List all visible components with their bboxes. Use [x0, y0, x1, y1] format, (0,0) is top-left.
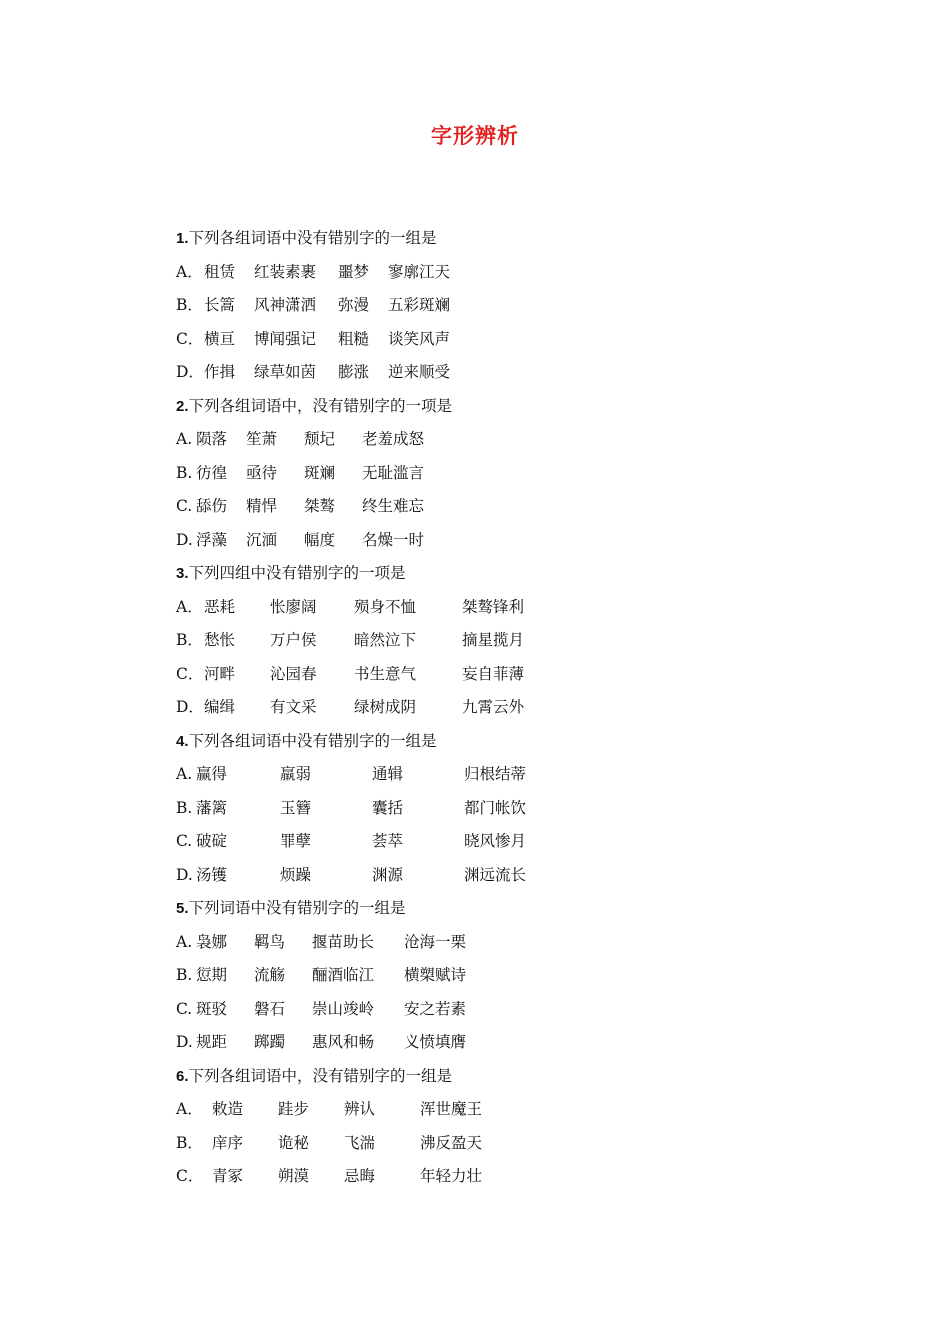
question-stem: 下列各组词语中，没有错别字的一组是	[188, 1066, 453, 1085]
option-word: 愆期	[196, 966, 228, 984]
question-number: 6.	[176, 1067, 189, 1085]
option-word: 横槊赋诗	[404, 966, 467, 984]
option-word: 桀骜锋利	[462, 597, 525, 616]
question-2	[176, 390, 796, 424]
question-number: 3.	[176, 565, 189, 582]
option-word: 崇山竣岭	[312, 999, 375, 1018]
option-word: 沸反盈天	[420, 1133, 483, 1152]
option-label: B.	[176, 798, 193, 817]
option-row	[176, 792, 796, 826]
option-word: 万户侯	[270, 631, 317, 649]
option-word: 沁园春	[270, 664, 317, 683]
option-word: 渊远流长	[464, 865, 527, 884]
option-row	[176, 624, 796, 658]
option-word: 都门帐饮	[464, 798, 527, 817]
option-label: C．	[176, 329, 204, 348]
question-number: 4.	[176, 732, 189, 750]
option-word: 逆来顺受	[388, 363, 451, 381]
option-word: 终生难忘	[362, 497, 425, 515]
option-word: 破碇	[196, 832, 228, 850]
question-4	[176, 725, 796, 759]
option-word: 赢得	[196, 765, 228, 783]
option-word: 通辑	[372, 765, 404, 783]
option-row	[176, 289, 796, 323]
option-label: D．	[176, 698, 204, 716]
option-row	[176, 423, 796, 457]
option-word: 年轻力壮	[420, 1167, 483, 1185]
question-list	[176, 222, 796, 1194]
option-row	[176, 859, 796, 893]
option-row	[176, 926, 796, 960]
option-word: 五彩斑斓	[388, 296, 451, 314]
question-5	[176, 892, 796, 926]
option-word: 膨涨	[338, 363, 370, 381]
option-row	[176, 457, 796, 491]
option-label: D．	[176, 363, 204, 381]
option-label: D.	[176, 530, 193, 549]
question-stem: 下列各组词语中没有错别字的一组是	[188, 229, 437, 247]
option-row	[176, 1093, 796, 1127]
option-word: 渊源	[372, 865, 404, 884]
option-label: A．	[176, 1100, 203, 1118]
option-row	[176, 1160, 796, 1194]
page-title: 字形辨析	[431, 124, 519, 148]
option-word: 朔漠	[278, 1167, 310, 1185]
option-word: 晓风惨月	[464, 832, 527, 850]
option-word: 颓圮	[304, 430, 336, 448]
option-label: B．	[176, 296, 203, 314]
option-word: 磐石	[254, 999, 286, 1018]
option-word: 荟萃	[372, 832, 404, 850]
option-word: 玉簪	[280, 798, 312, 817]
option-word: 编缉	[204, 698, 236, 716]
question-1	[176, 222, 796, 256]
option-word: 沧海一栗	[404, 932, 467, 951]
option-word: 揠苗助长	[312, 932, 375, 951]
question-number: 1.	[176, 230, 189, 247]
option-word: 幅度	[304, 530, 336, 549]
option-word: 敕造	[212, 1100, 244, 1118]
option-label: A．	[176, 262, 203, 281]
option-word: 彷徨	[196, 463, 228, 482]
option-label: C．	[176, 664, 204, 683]
option-label: C.	[176, 497, 193, 515]
option-word: 规距	[196, 1033, 228, 1051]
option-word: 踯躅	[254, 1033, 286, 1051]
option-word: 长篙	[204, 296, 236, 314]
option-word: 囊括	[372, 798, 404, 817]
option-word: 流觞	[254, 966, 286, 984]
option-word: 陨落	[196, 430, 228, 448]
option-word: 安之若素	[404, 999, 467, 1018]
question-number: 2.	[176, 397, 189, 415]
option-word: 河畔	[204, 664, 236, 683]
option-word: 酾酒临江	[312, 966, 375, 984]
option-word: 青冢	[212, 1167, 244, 1185]
question-6	[176, 1060, 796, 1094]
option-row	[176, 323, 796, 357]
option-word: 精悍	[246, 497, 278, 515]
question-stem: 下列词语中没有错别字的一组是	[188, 899, 406, 917]
option-row	[176, 993, 796, 1027]
option-word: 老羞成怒	[362, 430, 425, 448]
option-word: 九霄云外	[462, 698, 525, 716]
option-word: 飞湍	[344, 1133, 376, 1152]
option-word: 庠序	[212, 1133, 244, 1152]
option-word: 浑世魔王	[420, 1100, 483, 1118]
option-word: 恶耗	[204, 597, 236, 616]
option-label: A．	[176, 597, 203, 616]
option-word: 羸弱	[280, 765, 312, 783]
option-word: 羁鸟	[254, 932, 286, 951]
option-row	[176, 825, 796, 859]
option-word: 寥廓江天	[388, 262, 451, 281]
option-row	[176, 356, 796, 390]
option-word: 袅娜	[196, 932, 228, 951]
option-word: 沉湎	[246, 530, 278, 549]
option-word: 谈笑风声	[388, 329, 451, 348]
option-word: 博闻强记	[254, 329, 317, 348]
option-word: 作揖	[204, 363, 236, 381]
option-word: 烦躁	[280, 865, 312, 884]
option-word: 名燥一时	[362, 530, 425, 549]
question-stem: 下列四组中没有错别字的一项是	[188, 564, 406, 582]
option-word: 罪孽	[280, 832, 312, 850]
option-row	[176, 691, 796, 725]
option-word: 书生意气	[354, 664, 417, 683]
option-row	[176, 758, 796, 792]
option-row	[176, 524, 796, 558]
option-word: 绿草如茵	[254, 363, 317, 381]
option-row	[176, 256, 796, 290]
option-word: 无耻滥言	[362, 463, 425, 482]
option-word: 弥漫	[338, 296, 370, 314]
question-stem: 下列各组词语中，没有错别字的一项是	[188, 396, 453, 415]
option-label: B.	[176, 966, 193, 984]
option-word: 汤镬	[196, 865, 228, 884]
option-label: B．	[176, 1133, 203, 1152]
option-word: 惠风和畅	[312, 1033, 375, 1051]
option-word: 愁怅	[204, 631, 236, 649]
option-word: 斑驳	[196, 999, 228, 1018]
option-row	[176, 959, 796, 993]
question-number: 5.	[176, 900, 189, 917]
option-label: D.	[176, 865, 193, 884]
option-word: 辨认	[344, 1100, 376, 1118]
option-word: 笙萧	[246, 430, 278, 448]
option-word: 藩篱	[196, 798, 228, 817]
option-word: 红装素裹	[254, 262, 317, 281]
option-row	[176, 490, 796, 524]
option-word: 浮藻	[196, 530, 228, 549]
option-word: 风神潇洒	[254, 296, 317, 314]
option-word: 怅廖阔	[270, 597, 317, 616]
option-label: A.	[176, 430, 193, 448]
option-word: 舔伤	[196, 497, 228, 515]
option-row	[176, 591, 796, 625]
option-word: 桀骜	[304, 497, 336, 515]
option-word: 妄自菲薄	[462, 664, 525, 683]
option-word: 忌晦	[344, 1167, 376, 1185]
option-row	[176, 658, 796, 692]
option-row	[176, 1026, 796, 1060]
option-word: 跬步	[278, 1100, 310, 1118]
option-word: 亟待	[246, 463, 278, 482]
option-word: 绿树成阴	[354, 698, 417, 716]
option-word: 有文采	[270, 698, 317, 716]
question-3	[176, 557, 796, 591]
option-label: A.	[176, 765, 193, 783]
option-label: D.	[176, 1033, 193, 1051]
option-word: 义愤填膺	[404, 1033, 467, 1051]
option-label: B.	[176, 463, 193, 482]
option-word: 斑斓	[304, 463, 336, 482]
option-word: 粗糙	[338, 329, 370, 348]
option-word: 殒身不恤	[354, 597, 417, 616]
option-word: 租赁	[204, 262, 236, 281]
option-row	[176, 1127, 796, 1161]
question-stem: 下列各组词语中没有错别字的一组是	[188, 731, 437, 750]
option-label: A.	[176, 932, 193, 951]
option-word: 横亘	[204, 329, 236, 348]
option-word: 摘星揽月	[462, 631, 525, 649]
option-word: 暗然泣下	[354, 631, 417, 649]
option-word: 归根结蒂	[464, 765, 527, 783]
option-label: C.	[176, 999, 193, 1018]
option-label: C.	[176, 832, 193, 850]
option-label: B．	[176, 631, 203, 649]
option-word: 诡秘	[278, 1133, 310, 1152]
option-label: C．	[176, 1167, 204, 1185]
option-word: 噩梦	[338, 262, 370, 281]
